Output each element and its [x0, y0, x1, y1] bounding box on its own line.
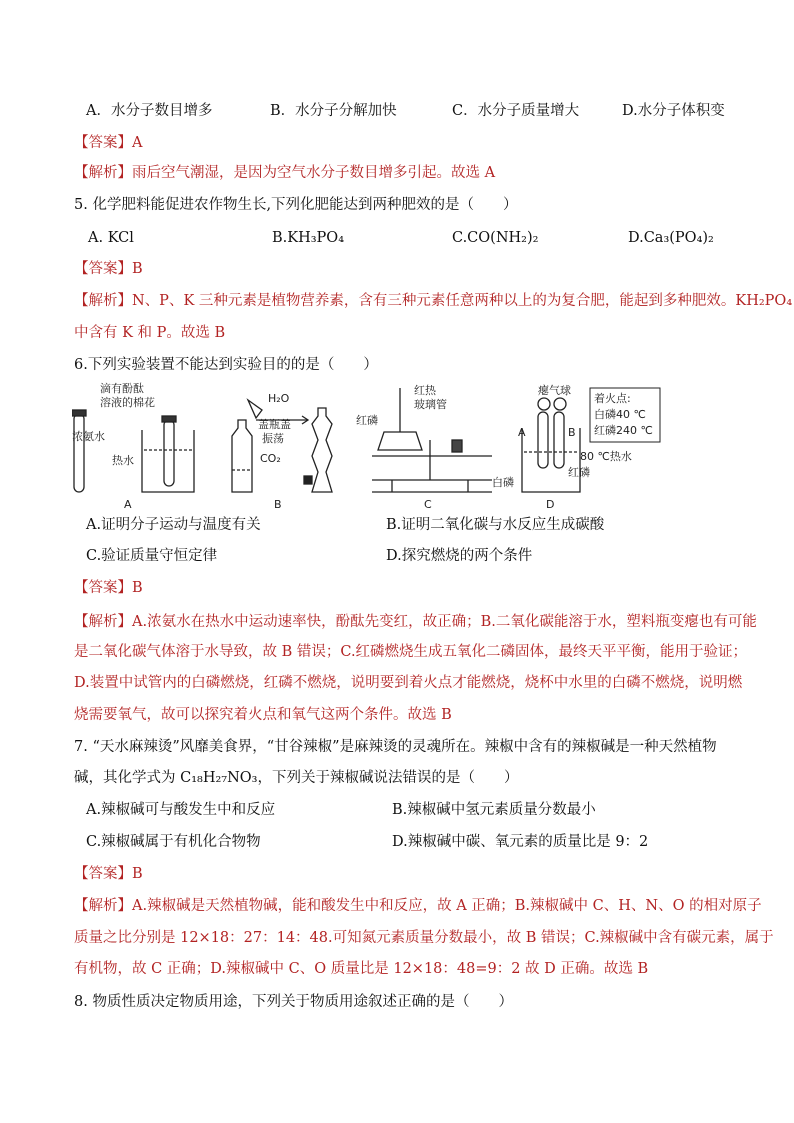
q5-answer — [74, 259, 143, 279]
label-c: C — [424, 498, 432, 511]
q5-analysis-line-1 — [74, 291, 792, 311]
label-a: A — [124, 498, 132, 511]
label-phenolphthalein: 滴有酚酞 — [100, 382, 144, 395]
q6-answer — [74, 578, 143, 598]
apparatus-b — [232, 392, 332, 511]
q5-analysis-line-2: 中含有 K 和 P。故选 B — [74, 325, 226, 341]
analysis-text: N、P、K 三种元素是植物营养素，含有三种元素任意两种以上的为复合肥，能起到多种肥效。KH₂PO₄ — [132, 293, 793, 309]
answer-tag: 【答案】 — [74, 135, 132, 151]
q5-option-a: A. KCl — [88, 230, 134, 246]
q7-analysis-line-3: 有机物，故 C 正确；D.辣椒碱中 C、O 质量比是 12×18：48=9：2 故 D 正确。故选 B — [74, 961, 649, 977]
q6-option-b: B.证明二氧化碳与水反应生成碳酸 — [386, 517, 605, 533]
q6-option-d: D.探究燃烧的两个条件 — [386, 548, 533, 564]
label-glass-tube: 玻璃管 — [414, 398, 447, 411]
label-ammonia: 浓氨水 — [72, 430, 105, 443]
apparatus-d — [492, 383, 660, 511]
label-b: B — [274, 498, 282, 511]
note-red-phosphorus: 红磷240 ℃ — [594, 424, 653, 437]
analysis-tag: 【解析】 — [74, 614, 132, 630]
label-h2o: H₂O — [268, 392, 290, 405]
q7-option-d: D.辣椒碱中碳、氧元素的质量比是 9：2 — [392, 834, 649, 850]
analysis-text: A.辣椒碱是天然植物碱，能和酸发生中和反应，故 A 正确；B.辣椒碱中 C、H、N、O 的相对原子 — [132, 898, 762, 914]
q6-analysis-line-1 — [74, 612, 757, 632]
q7-stem-line-2: 碱，其化学式为 C₁₈H₂₇NO₃，下列关于辣椒碱说法错误的是（ ） — [74, 770, 519, 786]
label-d: D — [546, 498, 555, 511]
label-tube-a: A — [518, 426, 526, 439]
answer-value: A — [132, 135, 143, 151]
q7-stem-line-1: 7. “天水麻辣烫”风靡美食界，“甘谷辣椒”是麻辣烫的灵魂所在。辣椒中含有的辣椒碱是一种天然植物 — [74, 739, 717, 755]
analysis-text: 雨后空气潮湿，是因为空气水分子数目增多引起。故选 A — [132, 165, 496, 181]
label-hot-water-80: 80 ℃热水 — [580, 450, 632, 463]
label-red-hot: 红热 — [414, 384, 436, 397]
q4-option-d: D.水分子体积变 — [622, 103, 725, 119]
label-white-phosphorus: 白磷 — [492, 476, 514, 489]
q6-stem: 6.下列实验装置不能达到实验目的的是（ ） — [74, 357, 378, 373]
q7-analysis-line-1 — [74, 896, 762, 916]
q4-option-a: A．水分子数目增多 — [86, 103, 213, 119]
q4-option-b: B．水分子分解加快 — [270, 103, 397, 119]
q7-option-c: C.辣椒碱属于有机化合物物 — [86, 834, 261, 850]
answer-value: B — [132, 261, 143, 277]
q6-option-c: C.验证质量守恒定律 — [86, 548, 218, 564]
label-cotton: 溶液的棉花 — [100, 396, 155, 409]
label-tube-b: B — [568, 426, 576, 439]
analysis-tag: 【解析】 — [74, 898, 132, 914]
q4-analysis — [74, 163, 495, 183]
label-co2: CO₂ — [260, 452, 281, 465]
q6-option-a: A.证明分子运动与温度有关 — [86, 517, 261, 533]
answer-value: B — [132, 866, 143, 882]
label-cap: 盖瓶盖 — [258, 418, 291, 431]
label-red-phosphorus: 红磷 — [356, 414, 378, 427]
answer-value: B — [132, 580, 143, 596]
q6-analysis-line-4: 烧需要氧气，故可以探究着火点和氧气这两个条件。故选 B — [74, 707, 452, 723]
note-title: 着火点: — [594, 392, 631, 405]
q6-analysis-line-3: D.装置中试管内的白磷燃烧，红磷不燃烧，说明要到着火点才能燃烧，烧杯中水里的白磷不燃烧，说明燃 — [74, 675, 743, 691]
apparatus-a — [72, 381, 194, 511]
note-white-phosphorus: 白磷40 ℃ — [594, 408, 646, 421]
label-shake: 振荡 — [262, 432, 284, 445]
q6-analysis-line-2: 是二氧化碳气体溶于水导致，故 B 错误；C.红磷燃烧生成五氧化二磷固体，最终天平平衡，能用于验证； — [74, 644, 748, 660]
answer-tag: 【答案】 — [74, 261, 132, 277]
analysis-tag: 【解析】 — [74, 293, 132, 309]
q5-stem: 5. 化学肥料能促进农作物生长,下列化肥能达到两种肥效的是（ ） — [74, 197, 518, 213]
label-red-phosphorus-d: 红磷 — [568, 466, 590, 479]
answer-tag: 【答案】 — [74, 866, 132, 882]
q7-option-a: A.辣椒碱可与酸发生中和反应 — [86, 802, 276, 818]
label-hot-water: 热水 — [112, 454, 134, 467]
q5-option-b: B.KH₃PO₄ — [272, 230, 345, 246]
q6-apparatus-figure — [72, 380, 672, 512]
analysis-tag: 【解析】 — [74, 165, 132, 181]
q4-answer — [74, 133, 142, 153]
q7-analysis-line-2: 质量之比分别是 12×18：27：14：48.可知氮元素质量分数最小，故 B 错误；C.辣椒碱中含有碳元素，属于 — [74, 930, 774, 946]
label-balloon: 瘪气球 — [538, 384, 571, 397]
q4-option-c: C．水分子质量增大 — [452, 103, 580, 119]
q7-option-b: B.辣椒碱中氢元素质量分数最小 — [392, 802, 596, 818]
analysis-text: A.浓氨水在热水中运动速率快，酚酞先变红，故正确；B.二氧化碳能溶于水，塑料瓶变瘪也有可能 — [132, 614, 757, 630]
q5-option-d: D.Ca₃(PO₄)₂ — [628, 230, 714, 246]
apparatus-c — [356, 383, 492, 511]
q7-answer — [74, 864, 143, 884]
q8-stem: 8. 物质性质决定物质用途，下列关于物质用途叙述正确的是（ ） — [74, 994, 513, 1010]
answer-tag: 【答案】 — [74, 580, 132, 596]
q5-option-c: C.CO(NH₂)₂ — [452, 230, 539, 246]
